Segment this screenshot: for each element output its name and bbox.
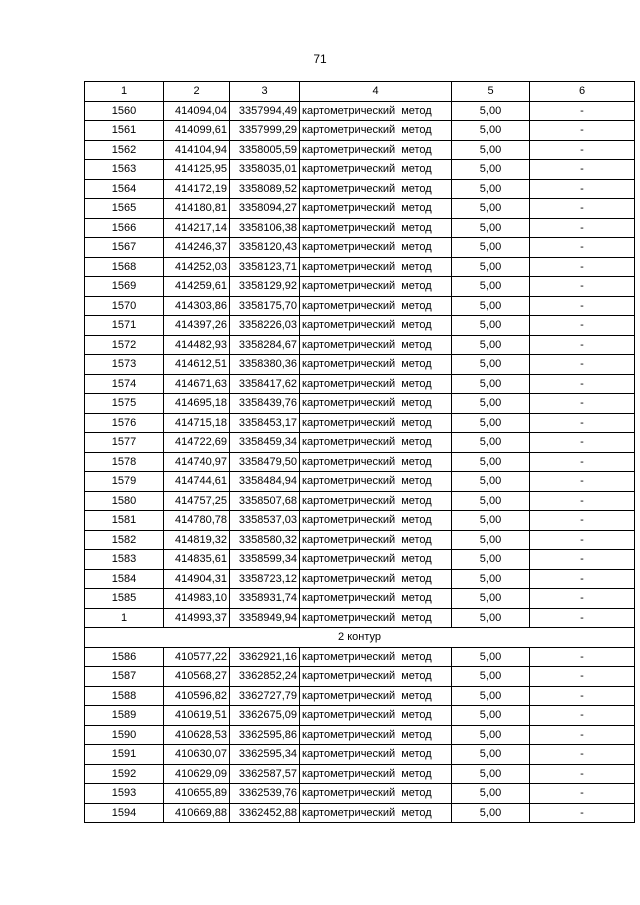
- note-cell: -: [530, 550, 635, 570]
- x-coordinate-cell: 414125,95: [164, 160, 230, 180]
- x-coordinate-cell: 414397,26: [164, 316, 230, 336]
- x-coordinate-cell: 414094,04: [164, 101, 230, 121]
- method-cell: картометрический метод: [300, 725, 452, 745]
- point-number-cell: 1583: [85, 550, 164, 570]
- table-row: [85, 745, 635, 765]
- note-cell: -: [530, 452, 635, 472]
- y-coordinate-cell: 3358931,74: [230, 589, 300, 609]
- method-cell: картометрический метод: [300, 784, 452, 804]
- method-cell: картометрический метод: [300, 316, 452, 336]
- point-number-cell: 1566: [85, 218, 164, 238]
- point-number-cell: 1594: [85, 803, 164, 823]
- point-number-cell: 1584: [85, 569, 164, 589]
- column-header: 2: [164, 82, 230, 102]
- point-number-cell: 1589: [85, 706, 164, 726]
- y-coordinate-cell: 3358453,17: [230, 413, 300, 433]
- accuracy-cell: 5,00: [452, 511, 530, 531]
- note-cell: -: [530, 413, 635, 433]
- point-number-cell: 1: [85, 608, 164, 628]
- method-cell: картометрический метод: [300, 550, 452, 570]
- note-cell: -: [530, 511, 635, 531]
- y-coordinate-cell: 3362595,34: [230, 745, 300, 765]
- x-coordinate-cell: 410619,51: [164, 706, 230, 726]
- y-coordinate-cell: 3358599,34: [230, 550, 300, 570]
- table-row: [85, 316, 635, 336]
- x-coordinate-cell: 410628,53: [164, 725, 230, 745]
- accuracy-cell: 5,00: [452, 433, 530, 453]
- note-cell: -: [530, 803, 635, 823]
- note-cell: -: [530, 706, 635, 726]
- point-number-cell: 1560: [85, 101, 164, 121]
- y-coordinate-cell: 3358106,38: [230, 218, 300, 238]
- method-cell: картометрический метод: [300, 101, 452, 121]
- point-number-cell: 1579: [85, 472, 164, 492]
- column-header: 4: [300, 82, 452, 102]
- table-row: [85, 296, 635, 316]
- table-row: [85, 179, 635, 199]
- accuracy-cell: 5,00: [452, 803, 530, 823]
- note-cell: -: [530, 569, 635, 589]
- column-header: 3: [230, 82, 300, 102]
- table-row: [85, 589, 635, 609]
- x-coordinate-cell: 414252,03: [164, 257, 230, 277]
- y-coordinate-cell: 3362587,57: [230, 764, 300, 784]
- x-coordinate-cell: 414740,97: [164, 452, 230, 472]
- x-coordinate-cell: 410577,22: [164, 647, 230, 667]
- method-cell: картометрический метод: [300, 452, 452, 472]
- point-number-cell: 1578: [85, 452, 164, 472]
- y-coordinate-cell: 3358459,34: [230, 433, 300, 453]
- y-coordinate-cell: 3362921,16: [230, 647, 300, 667]
- accuracy-cell: 5,00: [452, 179, 530, 199]
- y-coordinate-cell: 3362595,86: [230, 725, 300, 745]
- note-cell: -: [530, 686, 635, 706]
- accuracy-cell: 5,00: [452, 706, 530, 726]
- point-number-cell: 1590: [85, 725, 164, 745]
- method-cell: картометрический метод: [300, 199, 452, 219]
- y-coordinate-cell: 3362539,76: [230, 784, 300, 804]
- section-row: [85, 628, 635, 648]
- point-number-cell: 1565: [85, 199, 164, 219]
- accuracy-cell: 5,00: [452, 296, 530, 316]
- x-coordinate-cell: 414217,14: [164, 218, 230, 238]
- accuracy-cell: 5,00: [452, 569, 530, 589]
- accuracy-cell: 5,00: [452, 725, 530, 745]
- note-cell: -: [530, 667, 635, 687]
- accuracy-cell: 5,00: [452, 257, 530, 277]
- note-cell: -: [530, 335, 635, 355]
- point-number-cell: 1587: [85, 667, 164, 687]
- note-cell: -: [530, 179, 635, 199]
- accuracy-cell: 5,00: [452, 160, 530, 180]
- point-number-cell: 1586: [85, 647, 164, 667]
- accuracy-cell: 5,00: [452, 550, 530, 570]
- note-cell: -: [530, 725, 635, 745]
- table-row: [85, 413, 635, 433]
- table-row: [85, 140, 635, 160]
- accuracy-cell: 5,00: [452, 608, 530, 628]
- y-coordinate-cell: 3362452,88: [230, 803, 300, 823]
- table-row: [85, 277, 635, 297]
- accuracy-cell: 5,00: [452, 452, 530, 472]
- point-number-cell: 1580: [85, 491, 164, 511]
- point-number-cell: 1573: [85, 355, 164, 375]
- x-coordinate-cell: 414180,81: [164, 199, 230, 219]
- x-coordinate-cell: 414099,61: [164, 121, 230, 141]
- x-coordinate-cell: 414715,18: [164, 413, 230, 433]
- table-row: [85, 725, 635, 745]
- y-coordinate-cell: 3358120,43: [230, 238, 300, 258]
- table-row: [85, 647, 635, 667]
- method-cell: картометрический метод: [300, 238, 452, 258]
- point-number-cell: 1567: [85, 238, 164, 258]
- header-row: [85, 82, 635, 102]
- point-number-cell: 1563: [85, 160, 164, 180]
- table-body: [85, 101, 635, 823]
- x-coordinate-cell: 414993,37: [164, 608, 230, 628]
- method-cell: картометрический метод: [300, 121, 452, 141]
- x-coordinate-cell: 410568,27: [164, 667, 230, 687]
- method-cell: картометрический метод: [300, 569, 452, 589]
- table-row: [85, 784, 635, 804]
- method-cell: картометрический метод: [300, 491, 452, 511]
- point-number-cell: 1572: [85, 335, 164, 355]
- accuracy-cell: 5,00: [452, 647, 530, 667]
- table-row: [85, 335, 635, 355]
- accuracy-cell: 5,00: [452, 667, 530, 687]
- method-cell: картометрический метод: [300, 218, 452, 238]
- method-cell: картометрический метод: [300, 608, 452, 628]
- note-cell: -: [530, 101, 635, 121]
- note-cell: -: [530, 394, 635, 414]
- x-coordinate-cell: 414835,61: [164, 550, 230, 570]
- point-number-cell: 1574: [85, 374, 164, 394]
- method-cell: картометрический метод: [300, 686, 452, 706]
- method-cell: картометрический метод: [300, 179, 452, 199]
- table-row: [85, 569, 635, 589]
- x-coordinate-cell: 414757,25: [164, 491, 230, 511]
- x-coordinate-cell: 410669,88: [164, 803, 230, 823]
- note-cell: -: [530, 257, 635, 277]
- y-coordinate-cell: 3358417,62: [230, 374, 300, 394]
- accuracy-cell: 5,00: [452, 355, 530, 375]
- accuracy-cell: 5,00: [452, 686, 530, 706]
- x-coordinate-cell: 414983,10: [164, 589, 230, 609]
- coordinates-table: [84, 81, 635, 823]
- accuracy-cell: 5,00: [452, 472, 530, 492]
- table-row: [85, 238, 635, 258]
- table-row: [85, 257, 635, 277]
- y-coordinate-cell: 3357999,29: [230, 121, 300, 141]
- table-row: [85, 764, 635, 784]
- x-coordinate-cell: 410655,89: [164, 784, 230, 804]
- accuracy-cell: 5,00: [452, 530, 530, 550]
- table-row: [85, 511, 635, 531]
- method-cell: картометрический метод: [300, 530, 452, 550]
- method-cell: картометрический метод: [300, 589, 452, 609]
- point-number-cell: 1588: [85, 686, 164, 706]
- page-number: 71: [313, 52, 327, 66]
- accuracy-cell: 5,00: [452, 784, 530, 804]
- y-coordinate-cell: 3358380,36: [230, 355, 300, 375]
- table-row: [85, 433, 635, 453]
- x-coordinate-cell: 414695,18: [164, 394, 230, 414]
- method-cell: картометрический метод: [300, 511, 452, 531]
- y-coordinate-cell: 3358089,52: [230, 179, 300, 199]
- note-cell: -: [530, 296, 635, 316]
- table-row: [85, 472, 635, 492]
- x-coordinate-cell: 414904,31: [164, 569, 230, 589]
- note-cell: -: [530, 433, 635, 453]
- table-row: [85, 530, 635, 550]
- table-row: [85, 218, 635, 238]
- table-row: [85, 160, 635, 180]
- x-coordinate-cell: 414671,63: [164, 374, 230, 394]
- table-row: [85, 667, 635, 687]
- x-coordinate-cell: 410596,82: [164, 686, 230, 706]
- x-coordinate-cell: 414819,32: [164, 530, 230, 550]
- note-cell: -: [530, 764, 635, 784]
- y-coordinate-cell: 3358226,03: [230, 316, 300, 336]
- y-coordinate-cell: 3357994,49: [230, 101, 300, 121]
- y-coordinate-cell: 3358284,67: [230, 335, 300, 355]
- accuracy-cell: 5,00: [452, 218, 530, 238]
- y-coordinate-cell: 3358123,71: [230, 257, 300, 277]
- note-cell: -: [530, 608, 635, 628]
- accuracy-cell: 5,00: [452, 394, 530, 414]
- point-number-cell: 1561: [85, 121, 164, 141]
- table-row: [85, 394, 635, 414]
- note-cell: -: [530, 199, 635, 219]
- table-row: [85, 121, 635, 141]
- table-row: [85, 355, 635, 375]
- table-row: [85, 608, 635, 628]
- note-cell: -: [530, 121, 635, 141]
- y-coordinate-cell: 3358723,12: [230, 569, 300, 589]
- accuracy-cell: 5,00: [452, 764, 530, 784]
- point-number-cell: 1576: [85, 413, 164, 433]
- method-cell: картометрический метод: [300, 355, 452, 375]
- point-number-cell: 1593: [85, 784, 164, 804]
- method-cell: картометрический метод: [300, 394, 452, 414]
- accuracy-cell: 5,00: [452, 199, 530, 219]
- column-header: 5: [452, 82, 530, 102]
- accuracy-cell: 5,00: [452, 101, 530, 121]
- section-label: 2 контур: [85, 628, 635, 648]
- y-coordinate-cell: 3358479,50: [230, 452, 300, 472]
- x-coordinate-cell: 414482,93: [164, 335, 230, 355]
- x-coordinate-cell: 414744,61: [164, 472, 230, 492]
- x-coordinate-cell: 414104,94: [164, 140, 230, 160]
- point-number-cell: 1571: [85, 316, 164, 336]
- note-cell: -: [530, 472, 635, 492]
- point-number-cell: 1575: [85, 394, 164, 414]
- y-coordinate-cell: 3362852,24: [230, 667, 300, 687]
- note-cell: -: [530, 491, 635, 511]
- y-coordinate-cell: 3358439,76: [230, 394, 300, 414]
- table-row: [85, 452, 635, 472]
- accuracy-cell: 5,00: [452, 316, 530, 336]
- table-row: [85, 803, 635, 823]
- note-cell: -: [530, 530, 635, 550]
- table-row: [85, 491, 635, 511]
- point-number-cell: 1562: [85, 140, 164, 160]
- table-row: [85, 706, 635, 726]
- y-coordinate-cell: 3358949,94: [230, 608, 300, 628]
- table-row: [85, 199, 635, 219]
- x-coordinate-cell: 414246,37: [164, 238, 230, 258]
- method-cell: картометрический метод: [300, 745, 452, 765]
- method-cell: картометрический метод: [300, 335, 452, 355]
- y-coordinate-cell: 3362727,79: [230, 686, 300, 706]
- accuracy-cell: 5,00: [452, 745, 530, 765]
- accuracy-cell: 5,00: [452, 277, 530, 297]
- accuracy-cell: 5,00: [452, 140, 530, 160]
- point-number-cell: 1568: [85, 257, 164, 277]
- table-row: [85, 550, 635, 570]
- point-number-cell: 1581: [85, 511, 164, 531]
- accuracy-cell: 5,00: [452, 589, 530, 609]
- x-coordinate-cell: 414172,19: [164, 179, 230, 199]
- point-number-cell: 1585: [85, 589, 164, 609]
- point-number-cell: 1592: [85, 764, 164, 784]
- y-coordinate-cell: 3358484,94: [230, 472, 300, 492]
- method-cell: картометрический метод: [300, 803, 452, 823]
- note-cell: -: [530, 355, 635, 375]
- method-cell: картометрический метод: [300, 647, 452, 667]
- accuracy-cell: 5,00: [452, 238, 530, 258]
- column-header: 1: [85, 82, 164, 102]
- method-cell: картометрический метод: [300, 140, 452, 160]
- method-cell: картометрический метод: [300, 277, 452, 297]
- note-cell: -: [530, 238, 635, 258]
- note-cell: -: [530, 316, 635, 336]
- note-cell: -: [530, 374, 635, 394]
- method-cell: картометрический метод: [300, 374, 452, 394]
- method-cell: картометрический метод: [300, 413, 452, 433]
- accuracy-cell: 5,00: [452, 413, 530, 433]
- y-coordinate-cell: 3358537,03: [230, 511, 300, 531]
- note-cell: -: [530, 277, 635, 297]
- point-number-cell: 1564: [85, 179, 164, 199]
- point-number-cell: 1591: [85, 745, 164, 765]
- method-cell: картометрический метод: [300, 667, 452, 687]
- y-coordinate-cell: 3358175,70: [230, 296, 300, 316]
- method-cell: картометрический метод: [300, 764, 452, 784]
- x-coordinate-cell: 414303,86: [164, 296, 230, 316]
- note-cell: -: [530, 589, 635, 609]
- note-cell: -: [530, 140, 635, 160]
- point-number-cell: 1570: [85, 296, 164, 316]
- x-coordinate-cell: 410629,09: [164, 764, 230, 784]
- table-row: [85, 374, 635, 394]
- note-cell: -: [530, 647, 635, 667]
- accuracy-cell: 5,00: [452, 335, 530, 355]
- accuracy-cell: 5,00: [452, 121, 530, 141]
- column-header: 6: [530, 82, 635, 102]
- x-coordinate-cell: 410630,07: [164, 745, 230, 765]
- x-coordinate-cell: 414722,69: [164, 433, 230, 453]
- note-cell: -: [530, 218, 635, 238]
- x-coordinate-cell: 414259,61: [164, 277, 230, 297]
- method-cell: картометрический метод: [300, 433, 452, 453]
- note-cell: -: [530, 160, 635, 180]
- point-number-cell: 1569: [85, 277, 164, 297]
- y-coordinate-cell: 3358005,59: [230, 140, 300, 160]
- note-cell: -: [530, 745, 635, 765]
- y-coordinate-cell: 3358580,32: [230, 530, 300, 550]
- method-cell: картометрический метод: [300, 296, 452, 316]
- y-coordinate-cell: 3362675,09: [230, 706, 300, 726]
- point-number-cell: 1577: [85, 433, 164, 453]
- note-cell: -: [530, 784, 635, 804]
- y-coordinate-cell: 3358094,27: [230, 199, 300, 219]
- accuracy-cell: 5,00: [452, 491, 530, 511]
- method-cell: картометрический метод: [300, 257, 452, 277]
- y-coordinate-cell: 3358507,68: [230, 491, 300, 511]
- method-cell: картометрический метод: [300, 706, 452, 726]
- point-number-cell: 1582: [85, 530, 164, 550]
- x-coordinate-cell: 414612,51: [164, 355, 230, 375]
- y-coordinate-cell: 3358035,01: [230, 160, 300, 180]
- method-cell: картометрический метод: [300, 472, 452, 492]
- table-row: [85, 686, 635, 706]
- table-row: [85, 101, 635, 121]
- accuracy-cell: 5,00: [452, 374, 530, 394]
- x-coordinate-cell: 414780,78: [164, 511, 230, 531]
- method-cell: картометрический метод: [300, 160, 452, 180]
- y-coordinate-cell: 3358129,92: [230, 277, 300, 297]
